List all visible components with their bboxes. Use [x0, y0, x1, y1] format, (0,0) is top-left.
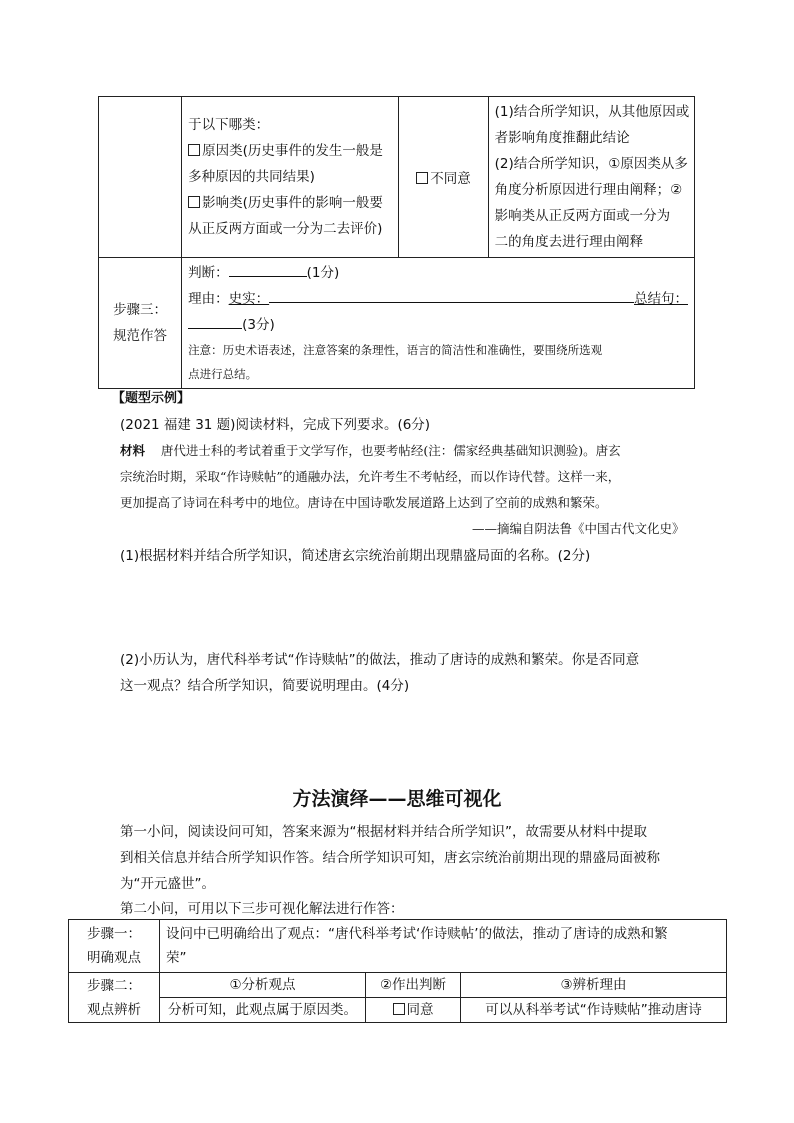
reason-line: (1)结合所学知识，从其他原因或 [494, 104, 690, 120]
option-impact-type-cont: 从正反两方面或一分为二去评价) [188, 221, 383, 237]
checkbox-icon[interactable] [188, 196, 200, 208]
table-row [69, 920, 727, 973]
note-text: 注意：历史术语表述，注意答案的条理性，语言的简洁性和准确性，要围绕所选观 点进行总结。 [188, 343, 603, 381]
material-line-3: 更加提高了诗词在科考中的地位。唐诗在中国诗歌发展道路上达到了空前的成熟和繁荣。 [120, 495, 608, 510]
judge-blank[interactable] [229, 262, 307, 277]
step3-label: 步骤三： [113, 302, 168, 318]
classification-options-cell [182, 97, 399, 258]
reason-line: 二的角度去进行理由阐释 [494, 234, 644, 250]
reason-line: 角度分析原因进行理由阐释；② [494, 182, 683, 198]
step1-label-cell: 步骤一： 明确观点 [69, 920, 160, 973]
step3-sublabel: 规范作答 [113, 328, 168, 344]
table-row [99, 258, 695, 389]
question-1: (1)根据材料并结合所学知识，简述唐玄宗统治前期出现鼎盛局面的名称。(2分) [120, 548, 591, 564]
reason-line: (2)结合所学知识，①原因类从多 [494, 156, 688, 172]
header-analyze-view: ①分析观点 [160, 973, 366, 998]
disagree-label: 不同意 [430, 171, 471, 187]
method-paragraph-2: 第二小问，可用以下三步可视化解法进行作答： [120, 901, 404, 917]
table-row [69, 998, 727, 1023]
question-2-line-2: 这一观点？结合所学知识，简要说明理由。(4分) [120, 678, 410, 694]
option-cause-type-cont: 多种原因的共同结果) [188, 169, 315, 185]
disagree-option-cell [399, 97, 488, 258]
checkbox-icon[interactable] [188, 144, 200, 156]
method-paragraph-1-line-1: 第一小问，阅读设问可知，答案来源为“根据材料并结合所学知识”，故需要从材料中提取 [120, 824, 647, 840]
method-paragraph-1-line-3: 为“开元盛世”。 [120, 876, 215, 892]
reason-line-with-blanks: 理由： 史实： 总结句： [188, 286, 688, 312]
reason-line: 影响类从正反两方面或一分为 [494, 208, 671, 224]
material-line-1: 材料 唐代进士科的考试着重于文学写作，也要考帖经(注：儒家经典基础知识测验)。唐玄 [120, 443, 621, 458]
header-make-judgement: ②作出判断 [366, 973, 461, 998]
material-label: 材料 [120, 443, 146, 458]
disagree-reason-cell [488, 97, 694, 258]
table-row [99, 97, 695, 258]
history-blank[interactable] [269, 288, 634, 303]
judge-line: 判断： (1分) [188, 260, 688, 286]
material-line-2: 宗统治时期，采取“作诗赎帖”的通融办法，允许考生不考帖经，而以作诗代替。这样一来， [120, 469, 621, 484]
header-reasons: ③辨析理由 [461, 973, 727, 998]
method-title: 方法演绎——思维可视化 [292, 788, 502, 810]
question-2-line-1: (2)小历认为，唐代科举考试“作诗赎帖”的做法，推动了唐诗的成熟和繁荣。你是否同意 [120, 652, 640, 668]
method-steps-table-bottom [68, 919, 727, 1023]
step3-label-cell [99, 258, 182, 389]
checkbox-icon[interactable] [416, 172, 428, 184]
reason-cell: 可以从科举考试“作诗赎帖”推动唐诗 [461, 998, 727, 1023]
method-paragraph-1-line-2: 到相关信息并结合所学知识作答。结合所学知识可知，唐玄宗统治前期出现的鼎盛局面被称 [120, 850, 660, 866]
material-source: ——摘编自阴法鲁《中国古代文化史》 [472, 521, 685, 536]
classification-question: 于以下哪类： [188, 117, 270, 133]
question-intro: (2021 福建 31 题)阅读材料，完成下列要求。(6分) [120, 417, 431, 433]
example-heading: 【题型示例】 [112, 391, 191, 406]
option-impact-type: 影响类(历史事件的影响一般要 [188, 190, 394, 216]
method-steps-table-top [98, 96, 695, 389]
reason-score-line: (3分) [188, 312, 688, 338]
table-row [69, 973, 727, 998]
conclusion-blank[interactable] [188, 314, 242, 329]
step2-label-cell: 步骤二： 观点辨析 [69, 973, 160, 1023]
step-label-cell-empty [99, 97, 182, 258]
option-cause-type: 原因类(历史事件的发生一般是 [188, 138, 394, 164]
analysis-cell: 分析可知，此观点属于原因类。 [160, 998, 366, 1023]
step1-text-cell: 设问中已明确给出了观点：“唐代科举考试‘作诗赎帖’的做法，推动了唐诗的成熟和繁 荣” [160, 920, 727, 973]
step3-answer-cell [182, 258, 695, 389]
checkbox-icon[interactable] [393, 1003, 405, 1015]
reason-line: 者影响角度推翻此结论 [494, 130, 630, 146]
judgement-cell: 同意 [366, 998, 461, 1023]
